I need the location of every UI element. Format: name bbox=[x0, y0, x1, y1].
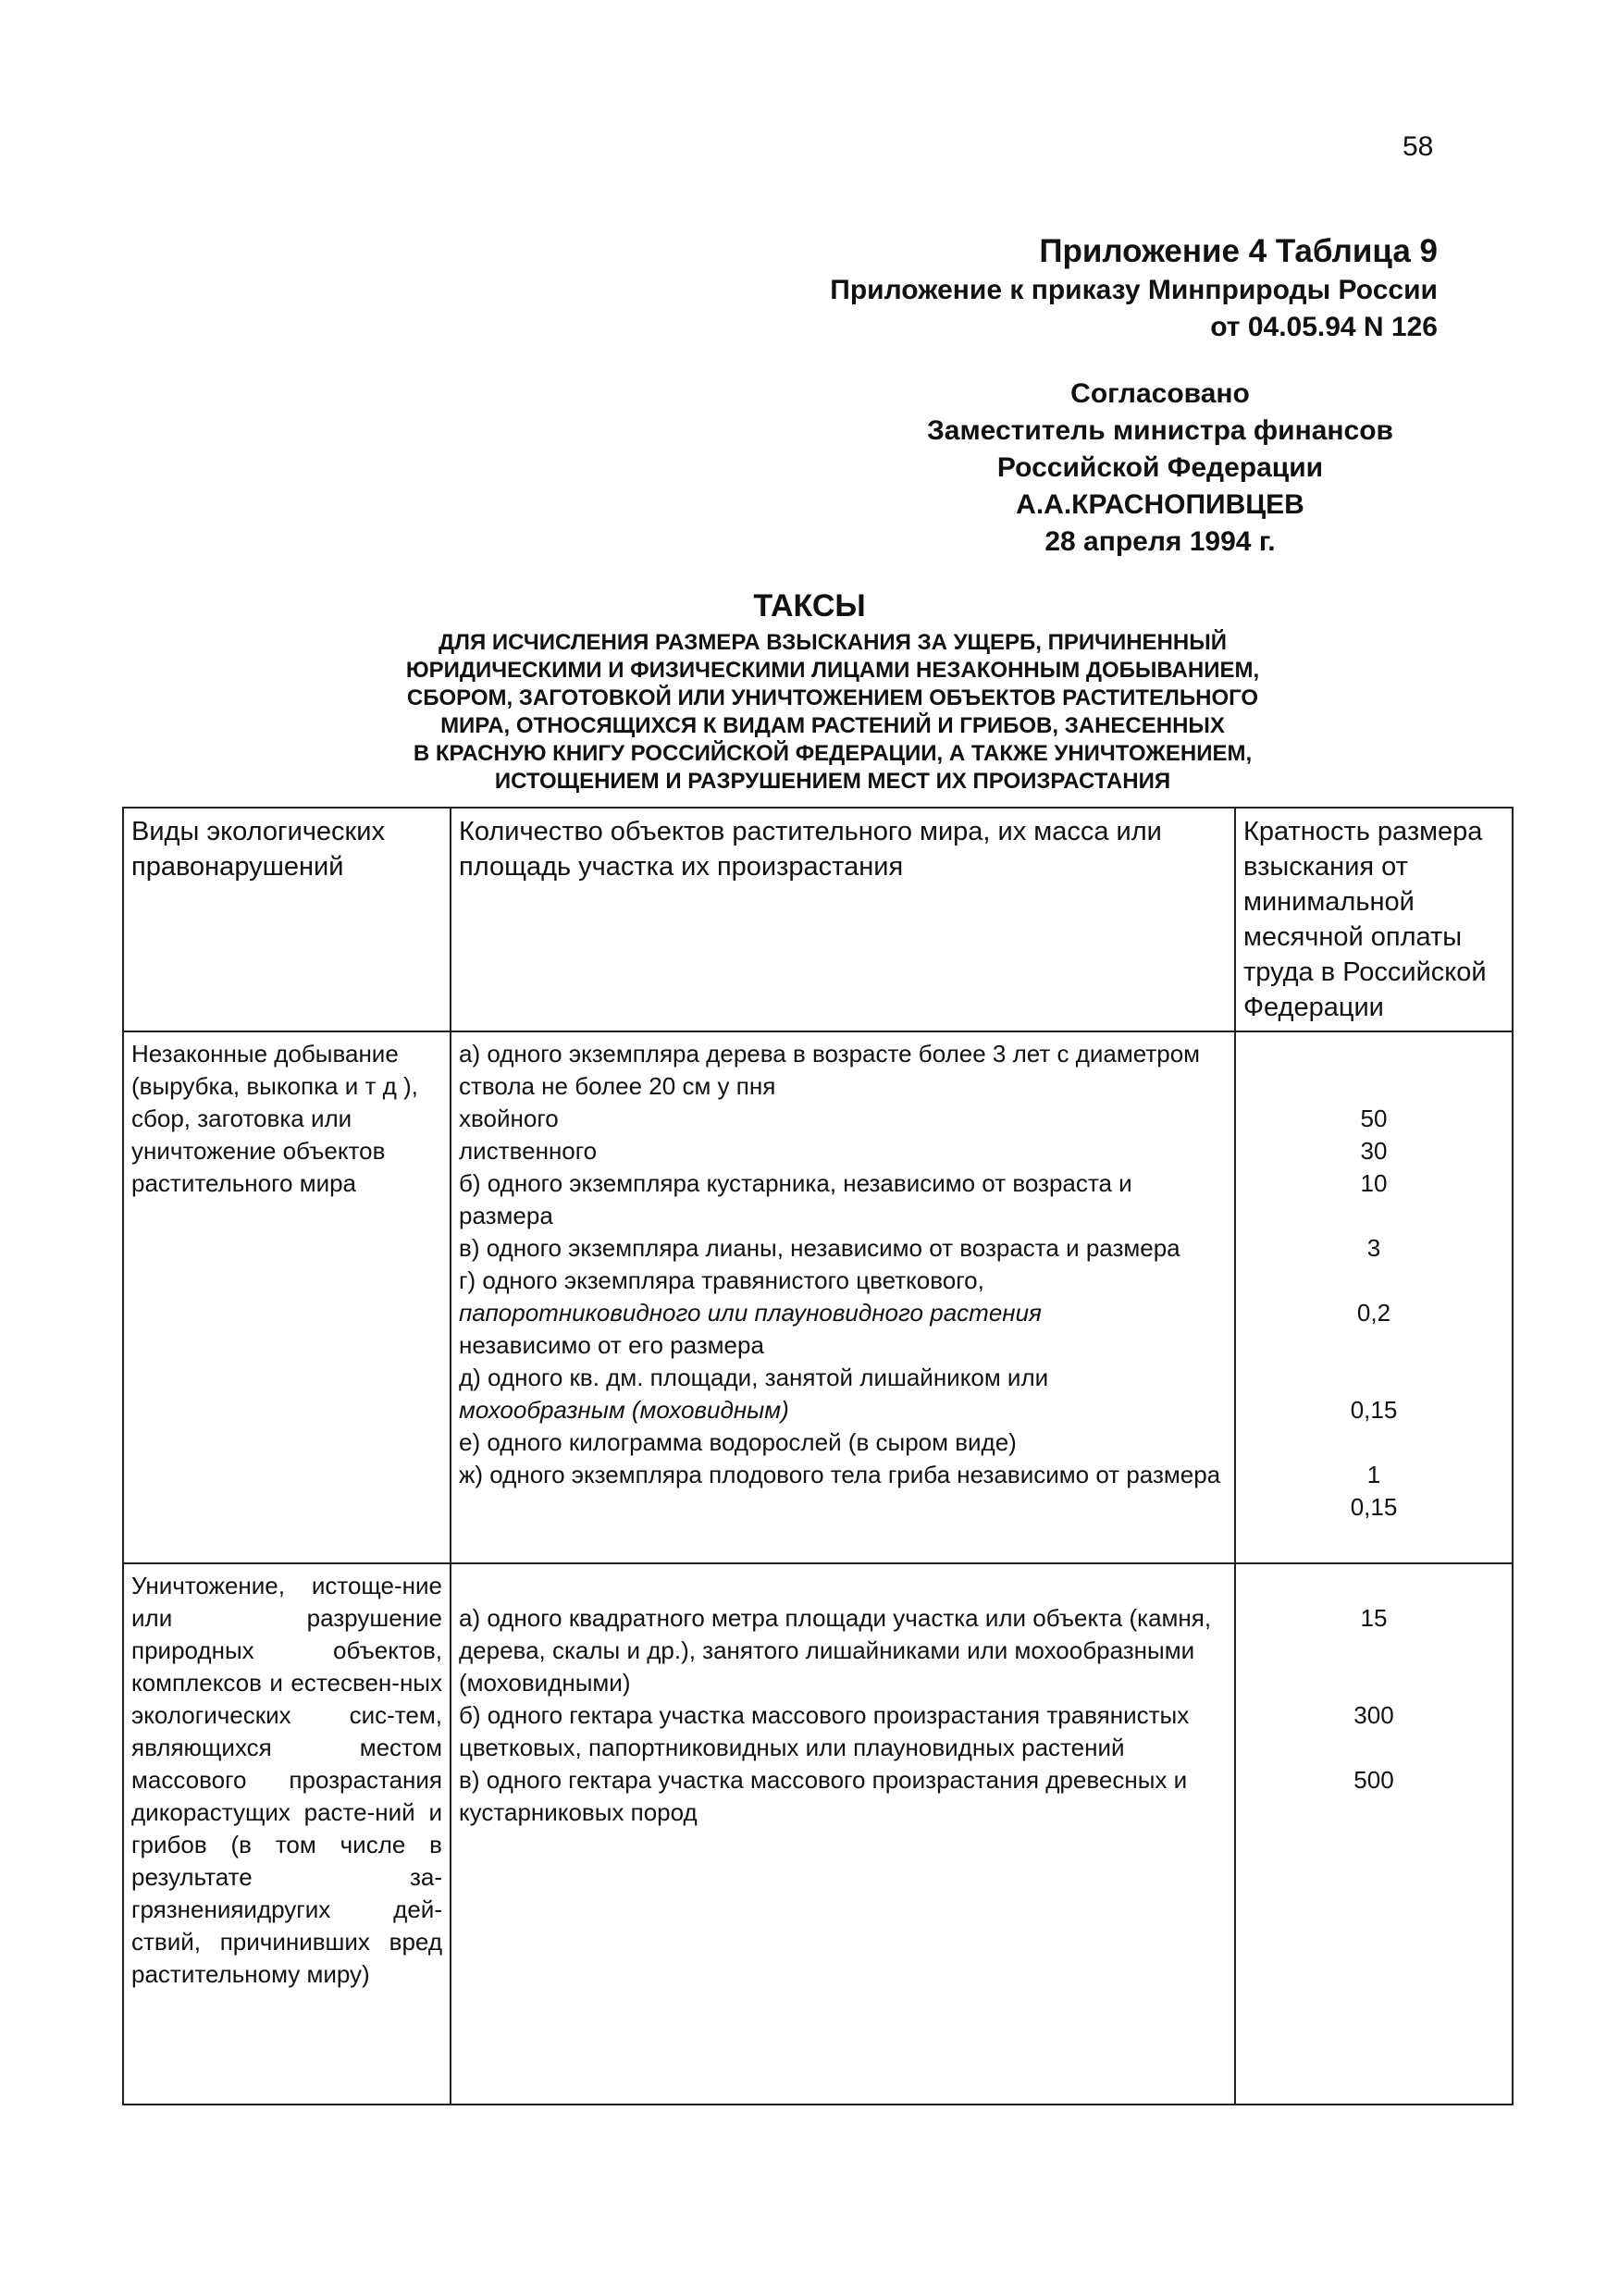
document-header bbox=[830, 231, 1438, 346]
list-item: а) одного экземпляра дерева в возрасте более 3 лет с диаметром ствола не более 20 см у пня bbox=[459, 1040, 1201, 1100]
table-header-row bbox=[123, 808, 1513, 1031]
spacer bbox=[1243, 1426, 1504, 1459]
header-multiplier: Кратность размера взыскания от минимальной месячной оплаты труда в Российской Федерации bbox=[1235, 808, 1513, 1031]
objects-cell bbox=[451, 1563, 1235, 2105]
approver-organization: Российской Федерации bbox=[996, 452, 1324, 483]
order-reference: Приложение к приказу Минприроды России bbox=[830, 275, 1438, 305]
multiplier-cell bbox=[1235, 1031, 1513, 1563]
spacer bbox=[1243, 1200, 1504, 1232]
subtitle-line: СБОРОМ, ЗАГОТОВКОЙ ИЛИ УНИЧТОЖЕНИЕМ ОБЪЕКТОВ РАСТИТЕЛЬНОГО bbox=[406, 685, 1259, 710]
list-item: ж) одного экземпляра плодового тела гриба независимо от размера bbox=[459, 1461, 1221, 1488]
list-item: б) одного экземпляра кустарника, независимо от возраста и размера bbox=[459, 1169, 1132, 1229]
spacer bbox=[459, 1570, 1227, 1602]
objects-cell bbox=[451, 1031, 1235, 1563]
multiplier-value: 30 bbox=[1360, 1137, 1388, 1165]
multiplier-value: 15 bbox=[1360, 1604, 1388, 1632]
spacer bbox=[1243, 1265, 1504, 1297]
header-violation-type: Виды экологических правонарушений bbox=[123, 808, 451, 1031]
approval-date: 28 апреля 1994 г. bbox=[1044, 526, 1276, 557]
multiplier-cell bbox=[1235, 1563, 1513, 2105]
list-item: мохообразным (моховидным) bbox=[459, 1396, 789, 1424]
table-row bbox=[123, 1563, 1513, 2105]
appendix-label: Приложение 4 Таблица 9 bbox=[1039, 233, 1438, 269]
approver-name: А.А.КРАСНОПИВЦЕВ bbox=[1016, 489, 1304, 520]
list-item: б) одного гектара участка массового произрастания травянистых цветковых, папортниковидных или плауновидных растений bbox=[459, 1701, 1190, 1761]
list-item: г) одного экземпляра травянистого цветкового, bbox=[459, 1266, 984, 1294]
rates-table bbox=[122, 807, 1514, 2105]
approval-block bbox=[883, 376, 1438, 561]
multiplier-value: 0,15 bbox=[1350, 1493, 1398, 1521]
subtitle-line: В КРАСНУЮ КНИГУ РОССИЙСКОЙ ФЕДЕРАЦИИ, А ТАКЖЕ УНИЧТОЖЕНИЕМ, bbox=[413, 741, 1253, 766]
list-item: е) одного килограмма водорослей (в сыром виде) bbox=[459, 1428, 1017, 1456]
multiplier-value: 300 bbox=[1353, 1701, 1394, 1729]
list-item: в) одного экземпляра лианы, независимо от возраста и размера bbox=[459, 1234, 1180, 1262]
approver-position: Заместитель министра финансов bbox=[927, 415, 1393, 446]
spacer bbox=[1243, 1635, 1504, 1699]
multiplier-value: 1 bbox=[1366, 1461, 1381, 1488]
document-subtitle bbox=[324, 629, 1341, 796]
list-item: а) одного квадратного метра площади участка или объекта (камня, дерева, скалы и др.), занятого лишайниками или мохообразными (моховидными) bbox=[459, 1604, 1212, 1697]
multiplier-value: 50 bbox=[1360, 1105, 1388, 1132]
multiplier-value: 0,15 bbox=[1350, 1396, 1398, 1424]
header-object-quantity: Количество объектов растительного мира, их масса или площадь участка их произрастания bbox=[451, 808, 1235, 1031]
violation-cell: Уничтожение, истоще-ние или разрушение природных объектов, комплексов и естесвен-ных экологических сис-тем, являющихся местом массового прозрастания дикорастущих расте-ний и грибов (в том числе в результате за-грязненияидругих дей-ствий, причинивших вред растительному миру) bbox=[123, 1563, 451, 2105]
list-item: д) одного кв. дм. площади, занятой лишайником или bbox=[459, 1364, 1049, 1391]
subtitle-line: ЮРИДИЧЕСКИМИ И ФИЗИЧЕСКИМИ ЛИЦАМИ НЕЗАКОННЫМ ДОБЫВАНИЕМ, bbox=[405, 658, 1260, 683]
spacer bbox=[1243, 1570, 1504, 1602]
multiplier-value: 3 bbox=[1366, 1234, 1381, 1262]
spacer bbox=[1243, 1732, 1504, 1764]
violation-cell: Незаконные добывание (вырубка, выкопка и т д ), сбор, заготовка или уничтожение объектов растительного мира bbox=[123, 1031, 451, 1563]
list-item: папоротниковидного или плауновидного растения bbox=[459, 1299, 1042, 1327]
spacer bbox=[1243, 1329, 1504, 1394]
list-item: независимо от его размера bbox=[459, 1331, 764, 1359]
subtitle-line: ИСТОЩЕНИЕМ И РАЗРУШЕНИЕМ МЕСТ ИХ ПРОИЗРАСТАНИЯ bbox=[494, 769, 1171, 794]
subtitle-line: МИРА, ОТНОСЯЩИХСЯ К ВИДАМ РАСТЕНИЙ И ГРИБОВ, ЗАНЕСЕННЫХ bbox=[440, 713, 1225, 738]
list-item: в) одного гектара участка массового произрастания древесных и кустарниковых пород bbox=[459, 1766, 1188, 1826]
list-item: хвойного bbox=[459, 1105, 559, 1132]
multiplier-value: 500 bbox=[1353, 1766, 1394, 1794]
list-item: лиственного bbox=[459, 1137, 598, 1165]
approval-label: Согласовано bbox=[1070, 378, 1250, 409]
spacer bbox=[1243, 1038, 1504, 1103]
multiplier-value: 0,2 bbox=[1356, 1299, 1391, 1327]
subtitle-line: ДЛЯ ИСЧИСЛЕНИЯ РАЗМЕРА ВЗЫСКАНИЯ ЗА УЩЕРБ, ПРИЧИНЕННЫЙ bbox=[439, 630, 1227, 655]
table-row bbox=[123, 1031, 1513, 1563]
document-title: ТАКСЫ bbox=[753, 588, 866, 623]
multiplier-value: 10 bbox=[1360, 1169, 1388, 1197]
order-date: от 04.05.94 N 126 bbox=[1210, 312, 1438, 342]
page-number: 58 bbox=[1403, 131, 1434, 162]
